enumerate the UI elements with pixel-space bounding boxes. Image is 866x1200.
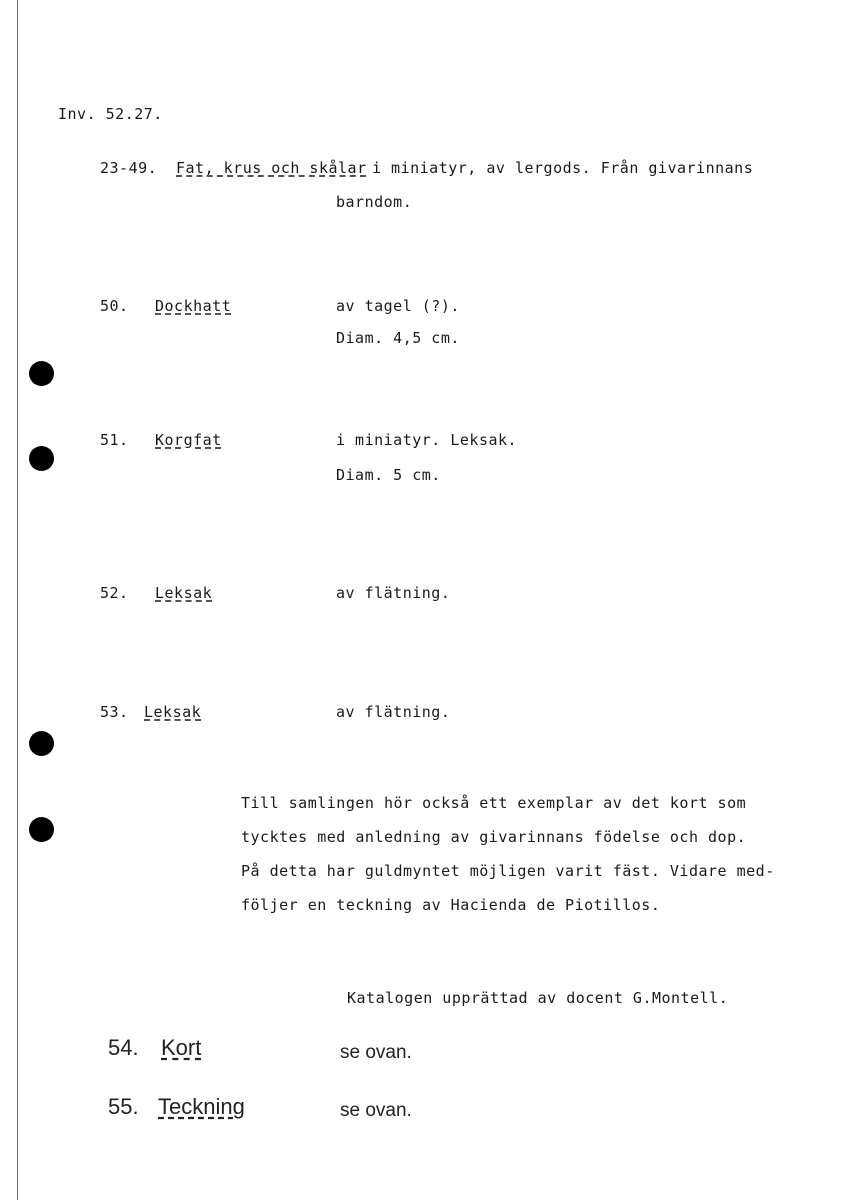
item-name: Leksak	[144, 703, 202, 721]
punch-hole	[29, 731, 54, 756]
handwritten-item-number: 55.	[108, 1094, 139, 1119]
item-number: 50.	[100, 297, 129, 315]
note-line: På detta har guldmyntet möjligen varit fäst. Vidare med-	[241, 862, 775, 880]
note-line: tycktes med anledning av givarinnans födelse och dop.	[241, 828, 747, 846]
item-number: 51.	[100, 431, 129, 449]
handwritten-item-description: se ovan.	[340, 1100, 412, 1121]
item-description-line2: Diam. 5 cm.	[336, 466, 441, 484]
item-description: i miniatyr, av lergods. Från givarinnans	[372, 159, 754, 177]
item-description: i miniatyr. Leksak.	[336, 431, 518, 449]
item-name: Fat, krus och skålar	[176, 159, 367, 177]
item-number: 53.	[100, 703, 129, 721]
handwritten-item-number: 54.	[108, 1035, 139, 1060]
inventory-number: Inv. 52.27.	[58, 105, 163, 123]
item-description: av flätning.	[336, 703, 451, 721]
punch-hole	[29, 817, 54, 842]
handwritten-item-description: se ovan.	[340, 1042, 412, 1063]
page-margin-line	[17, 0, 18, 1200]
item-name: Dockhatt	[155, 297, 232, 315]
item-number: 52.	[100, 584, 129, 602]
handwritten-item-name: Teckning	[158, 1094, 245, 1119]
item-description: av flätning.	[336, 584, 451, 602]
note-line: Till samlingen hör också ett exemplar av det kort som	[241, 794, 747, 812]
punch-hole	[29, 361, 54, 386]
punch-hole	[29, 446, 54, 471]
item-description-line2: Diam. 4,5 cm.	[336, 329, 460, 347]
item-number: 23-49.	[100, 159, 158, 177]
note-line: följer en teckning av Hacienda de Piotillos.	[241, 896, 661, 914]
catalog-signature: Katalogen upprättad av docent G.Montell.	[347, 989, 729, 1007]
handwritten-item-name: Kort	[161, 1035, 202, 1060]
item-name: Korgfat	[155, 431, 222, 449]
item-description: av tagel (?).	[336, 297, 460, 315]
item-description-line2: barndom.	[336, 193, 413, 211]
item-name: Leksak	[155, 584, 213, 602]
collection-note	[241, 786, 851, 922]
